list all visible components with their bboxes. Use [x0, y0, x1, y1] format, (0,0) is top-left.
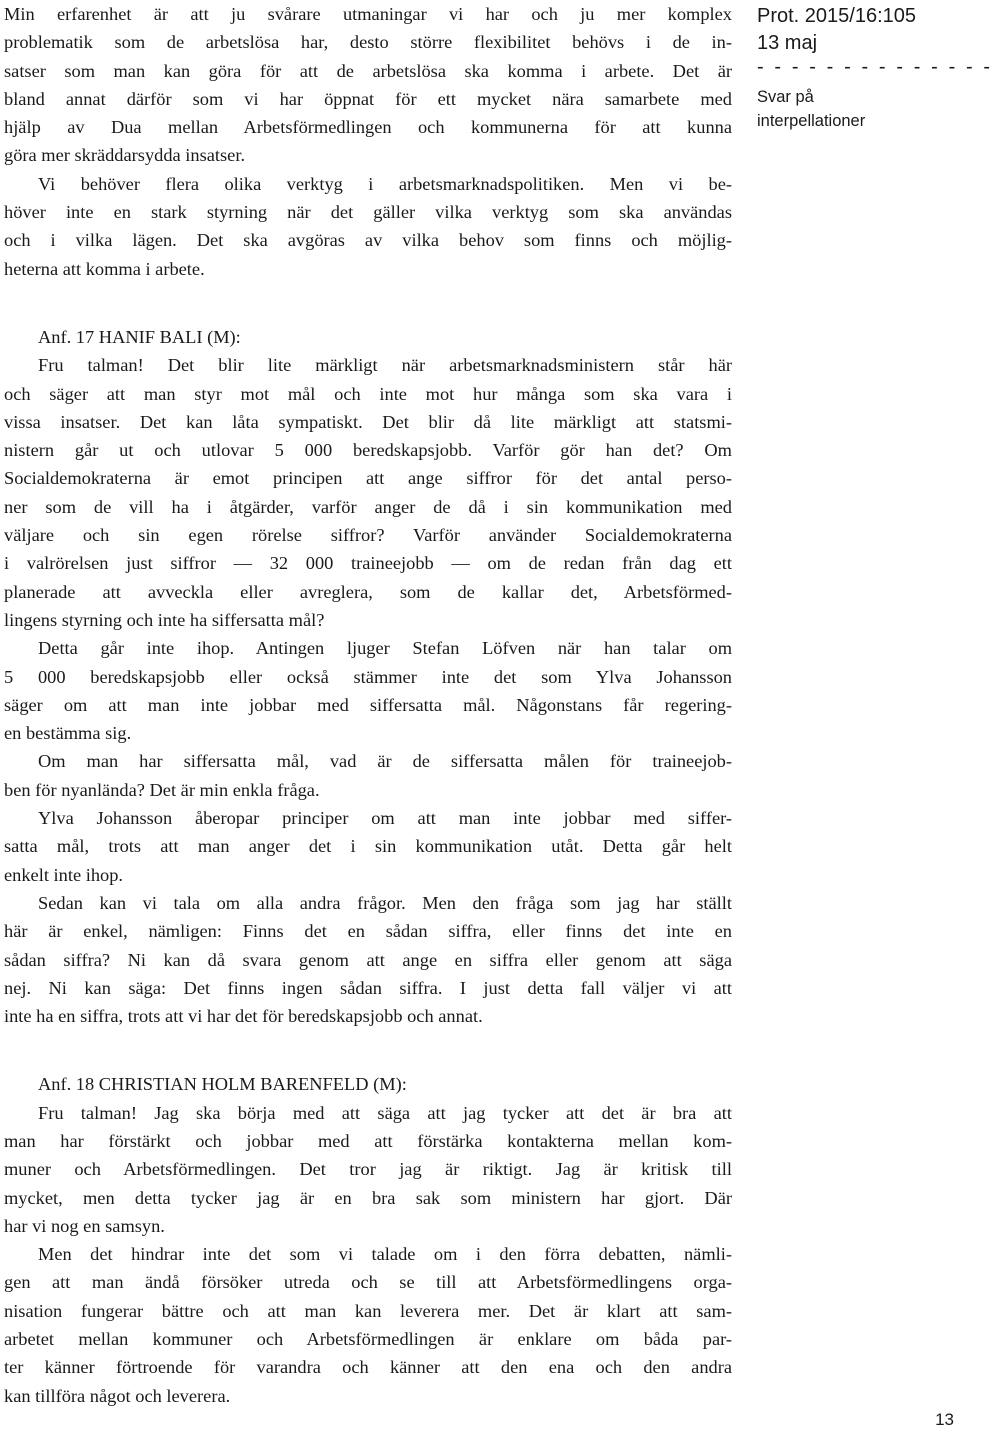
text-line: gen att man ändå försöker utreda och se till att Arbetsförmedlingens orga- [4, 1272, 732, 1293]
text-line: Ylva Johansson åberopar principer om att man inte jobbar med siffer- [38, 808, 732, 829]
text-line: vissa insatser. Det kan låta sympatiskt. Det blir då lite märkligt att statsmi- [4, 411, 732, 432]
margin-note [757, 3, 993, 133]
text-line: Fru talman! Jag ska börja med att säga att jag tycker att det är bra att [38, 1102, 732, 1123]
text-line: mycket, men detta tycker jag är en bra sak som ministern har gjort. Där [4, 1187, 732, 1208]
protocol-number: Prot. 2015/16:105 [757, 5, 917, 27]
text-line: en bestämma sig. [4, 723, 132, 744]
text-line: Sedan kan vi tala om alla andra frågor. Men den fråga som jag har ställt [38, 892, 732, 913]
text-line: ner som de vill ha i åtgärder, varför anger de då i sin kommunikation med [4, 496, 732, 517]
text-line: och i vilka lägen. Det ska avgöras av vilka behov som finns och möjlig- [4, 230, 732, 251]
text-line: man har förstärkt och jobbar med att förstärka kontakterna mellan kom- [4, 1130, 732, 1151]
anf17-paragraph-4 [4, 804, 732, 889]
text-line: hjälp av Dua mellan Arbetsförmedlingen och kommunerna för att kunna [4, 117, 732, 138]
text-line: ter känner förtroende för varandra och känner att den ena och den andra [4, 1357, 732, 1378]
anf17-paragraph-2 [4, 634, 732, 747]
text-line: Socialdemokraterna är emot principen att ange siffror för det antal perso- [4, 468, 732, 489]
text-line: bland annat därför som vi har öppnat för ett mycket nära samarbete med [4, 88, 732, 109]
text-line: har vi nog en samsyn. [4, 1215, 165, 1236]
intro-paragraph-2 [4, 170, 732, 283]
text-line: lingens styrning och inte ha siffersatta mål? [4, 609, 325, 630]
text-line: inte ha en siffra, trots att vi har det för beredskapsjobb och annat. [4, 1006, 483, 1027]
section-label-line-1: Svar på [757, 88, 814, 106]
text-line: kan tillföra något och leverera. [4, 1385, 231, 1406]
text-line: Om man har siffersatta mål, vad är de siffersatta målen för traineejob- [38, 751, 732, 772]
text-line: nisation fungerar bättre och att man kan leverera mer. Det är klart att sam- [4, 1300, 732, 1321]
text-line: Fru talman! Det blir lite märkligt när arbetsmarknadsministern står här [38, 355, 732, 376]
anf17-paragraph-5 [4, 889, 732, 1030]
section-label [757, 85, 957, 133]
text-line: satta mål, trots att man anger det i sin kommunikation utåt. Detta går helt [4, 836, 732, 857]
text-line: muner och Arbetsförmedlingen. Det tror jag är riktigt. Jag är kritisk till [4, 1159, 732, 1180]
text-line: heterna att komma i arbete. [4, 258, 205, 279]
main-text-column [4, 0, 732, 1410]
text-line: enkelt inte ihop. [4, 864, 124, 885]
text-line: säger om att man inte jobbar med siffersatta mål. Någonstans får regering- [4, 694, 732, 715]
text-line: väljare och sin egen rörelse siffror? Varför använder Socialdemokraterna [4, 525, 732, 546]
text-line: satser som man kan göra för att de arbetslösa ska komma i arbete. Det är [4, 60, 732, 81]
dash-divider: - - - - - - - - - - - - - - [757, 56, 993, 78]
text-line: Min erfarenhet är att ju svårare utmaningar vi har och ju mer komplex [4, 4, 732, 24]
text-line: sådan siffra? Ni kan då svara genom att ange en siffra eller genom att säga [4, 949, 732, 970]
speaker-heading-anf18: Anf. 18 CHRISTIAN HOLM BARENFELD (M): [38, 1074, 407, 1095]
anf17-paragraph-1 [4, 351, 732, 634]
text-line: här är enkel, nämligen: Finns det en sådan siffra, eller finns det inte en [4, 921, 732, 942]
text-line: i valrörelsen just siffror — 32 000 traineejobb — om de redan från dag ett [4, 553, 732, 574]
text-line: arbetet mellan kommuner och Arbetsförmedlingen är enklare om båda par- [4, 1329, 732, 1350]
text-line: planerade att avveckla eller avreglera, som de kallar det, Arbetsförmed- [4, 581, 732, 602]
text-line: nej. Ni kan säga: Det finns ingen sådan siffra. I just detta fall väljer vi att [4, 977, 732, 998]
section-label-line-2: interpellationer [757, 112, 866, 130]
anf18-paragraph-2 [4, 1240, 732, 1410]
speaker-heading-anf17: Anf. 17 HANIF BALI (M): [38, 326, 241, 347]
intro-paragraph-1 [4, 0, 732, 170]
text-line: och säger att man styr mot mål och inte mot hur många som ska vara i [4, 383, 732, 404]
text-line: ben för nyanlända? Det är min enkla fråga. [4, 779, 320, 800]
text-line: Detta går inte ihop. Antingen ljuger Stefan Löfven när han talar om [38, 638, 732, 659]
anf18-paragraph-1 [4, 1099, 732, 1240]
text-line: Men det hindrar inte det som vi talade om i den förra debatten, nämli- [38, 1244, 732, 1265]
text-line: 5 000 beredskapsjobb eller också stämmer inte det som Ylva Johansson [4, 666, 732, 687]
text-line: problematik som de arbetslösa har, desto större flexibilitet behövs i de in- [4, 32, 732, 53]
anf17-paragraph-3 [4, 747, 732, 804]
page-number: 13 [935, 1410, 954, 1429]
text-line: nistern går ut och utlovar 5 000 beredskapsjobb. Varför gör han det? Om [4, 440, 732, 461]
text-line: höver inte en stark styrning när det gäller vilka verktyg som ska användas [4, 202, 732, 223]
text-line: Vi behöver flera olika verktyg i arbetsmarknadspolitiken. Men vi be- [38, 173, 732, 194]
protocol-date: 13 maj [757, 32, 818, 54]
text-line: göra mer skräddarsydda insatser. [4, 145, 246, 166]
